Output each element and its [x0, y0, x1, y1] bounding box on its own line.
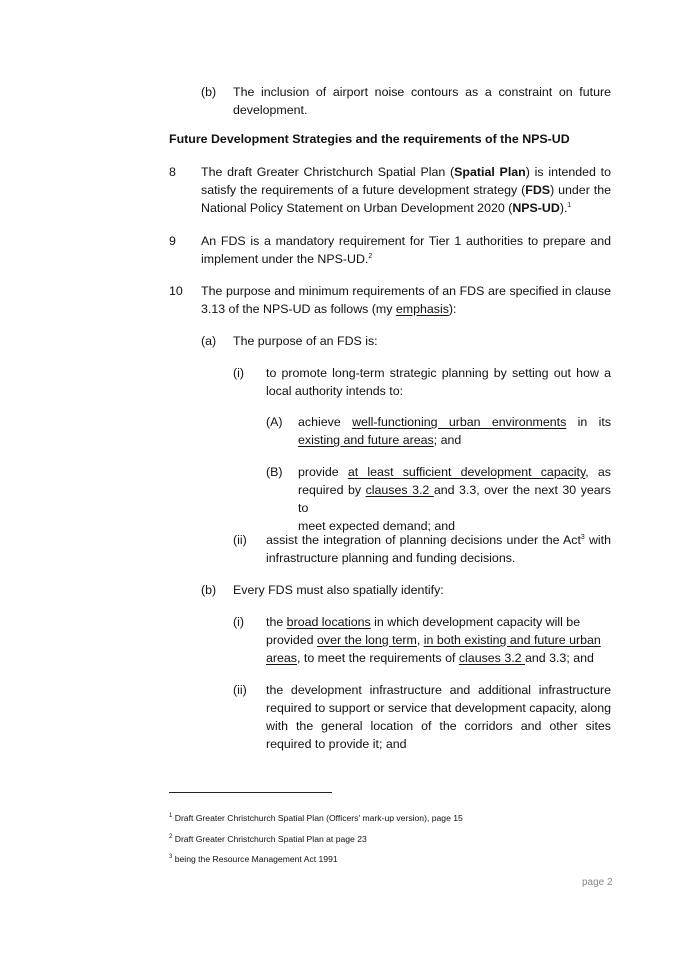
para-number-8: 8 — [169, 165, 176, 179]
para-8: The draft Greater Christchurch Spatial Plan (Spatial Plan) is intended to satisfy the requirements of a future development strategy (FDS) under the National Policy Statement on Urban Development 2020 (NPS-UD).$^1$ — [201, 165, 612, 215]
item-label-a: (a) — [201, 334, 217, 348]
item-b-ii-text: the development infrastructure and additional infrastructure required to support or service that development capacity, along with the general location of the corridors and other sites required to provide it; and — [266, 683, 611, 751]
item-b-airport-text: The inclusion of airport noise contours as a constraint on future development. — [233, 85, 611, 117]
para-number-9: 9 — [169, 234, 176, 248]
item-b-i-text: the broad locations in which development capacity will be provided over the long term, in both existing and future urban areas, to meet the requirements of clauses 3.2 and 3.3; and — [266, 615, 601, 665]
item-label-b-ii: (ii) — [233, 683, 247, 697]
item-A-text: achieve well-functioning urban environments in its existing and future areas; and — [298, 415, 612, 447]
footnote-ref-1: 1 — [567, 201, 572, 209]
footnote-separator — [169, 792, 332, 793]
footnote-3: $^3$ being the Resource Management Act 1991 — [169, 854, 338, 864]
para-number-10: 10 — [169, 284, 183, 298]
item-label-a-i: (i) — [233, 366, 245, 380]
para-9: An FDS is a mandatory requirement for Tier 1 authorities to prepare and implement under the NPS-UD.$^2$ — [201, 234, 611, 266]
para-10: The purpose and minimum requirements of an FDS are specified in clause 3.13 of the NPS-UD as follows (my emphasis): — [201, 284, 611, 316]
footnote-ref-2: 2 — [368, 252, 373, 260]
footnote-ref-3: 3 — [580, 533, 585, 541]
item-label-b-i: (i) — [233, 615, 245, 629]
page-number: page 2 — [582, 877, 613, 888]
item-label-b2: (b) — [201, 583, 217, 597]
footnote-2: $^2$ Draft Greater Christchurch Spatial Plan at page 23 — [169, 834, 367, 844]
item-label-A: (A) — [266, 415, 283, 429]
item-label-b: (b) — [201, 85, 217, 99]
item-b2-text: Every FDS must also spatially identify: — [233, 583, 444, 597]
item-label-B: (B) — [266, 465, 283, 479]
section-heading: Future Development Strategies and the requirements of the NPS-UD — [169, 132, 570, 146]
item-label-a-ii: (ii) — [233, 533, 247, 547]
item-a-i-text: to promote long-term strategic planning by setting out how a local authority intends to: — [266, 366, 611, 398]
item-a-ii-text: assist the integration of planning decisions under the Act$^3$ with infrastructure planning and funding decisions. — [266, 533, 611, 565]
footnote-1: $^1$ Draft Greater Christchurch Spatial Plan (Officers' mark-up version), page 15 — [169, 813, 463, 823]
item-B-text: provide at least sufficient development capacity, as required by clauses 3.2 and 3.3, over the next 30 years to meet expected demand; and — [298, 465, 612, 533]
item-a-text: The purpose of an FDS is: — [233, 334, 378, 348]
